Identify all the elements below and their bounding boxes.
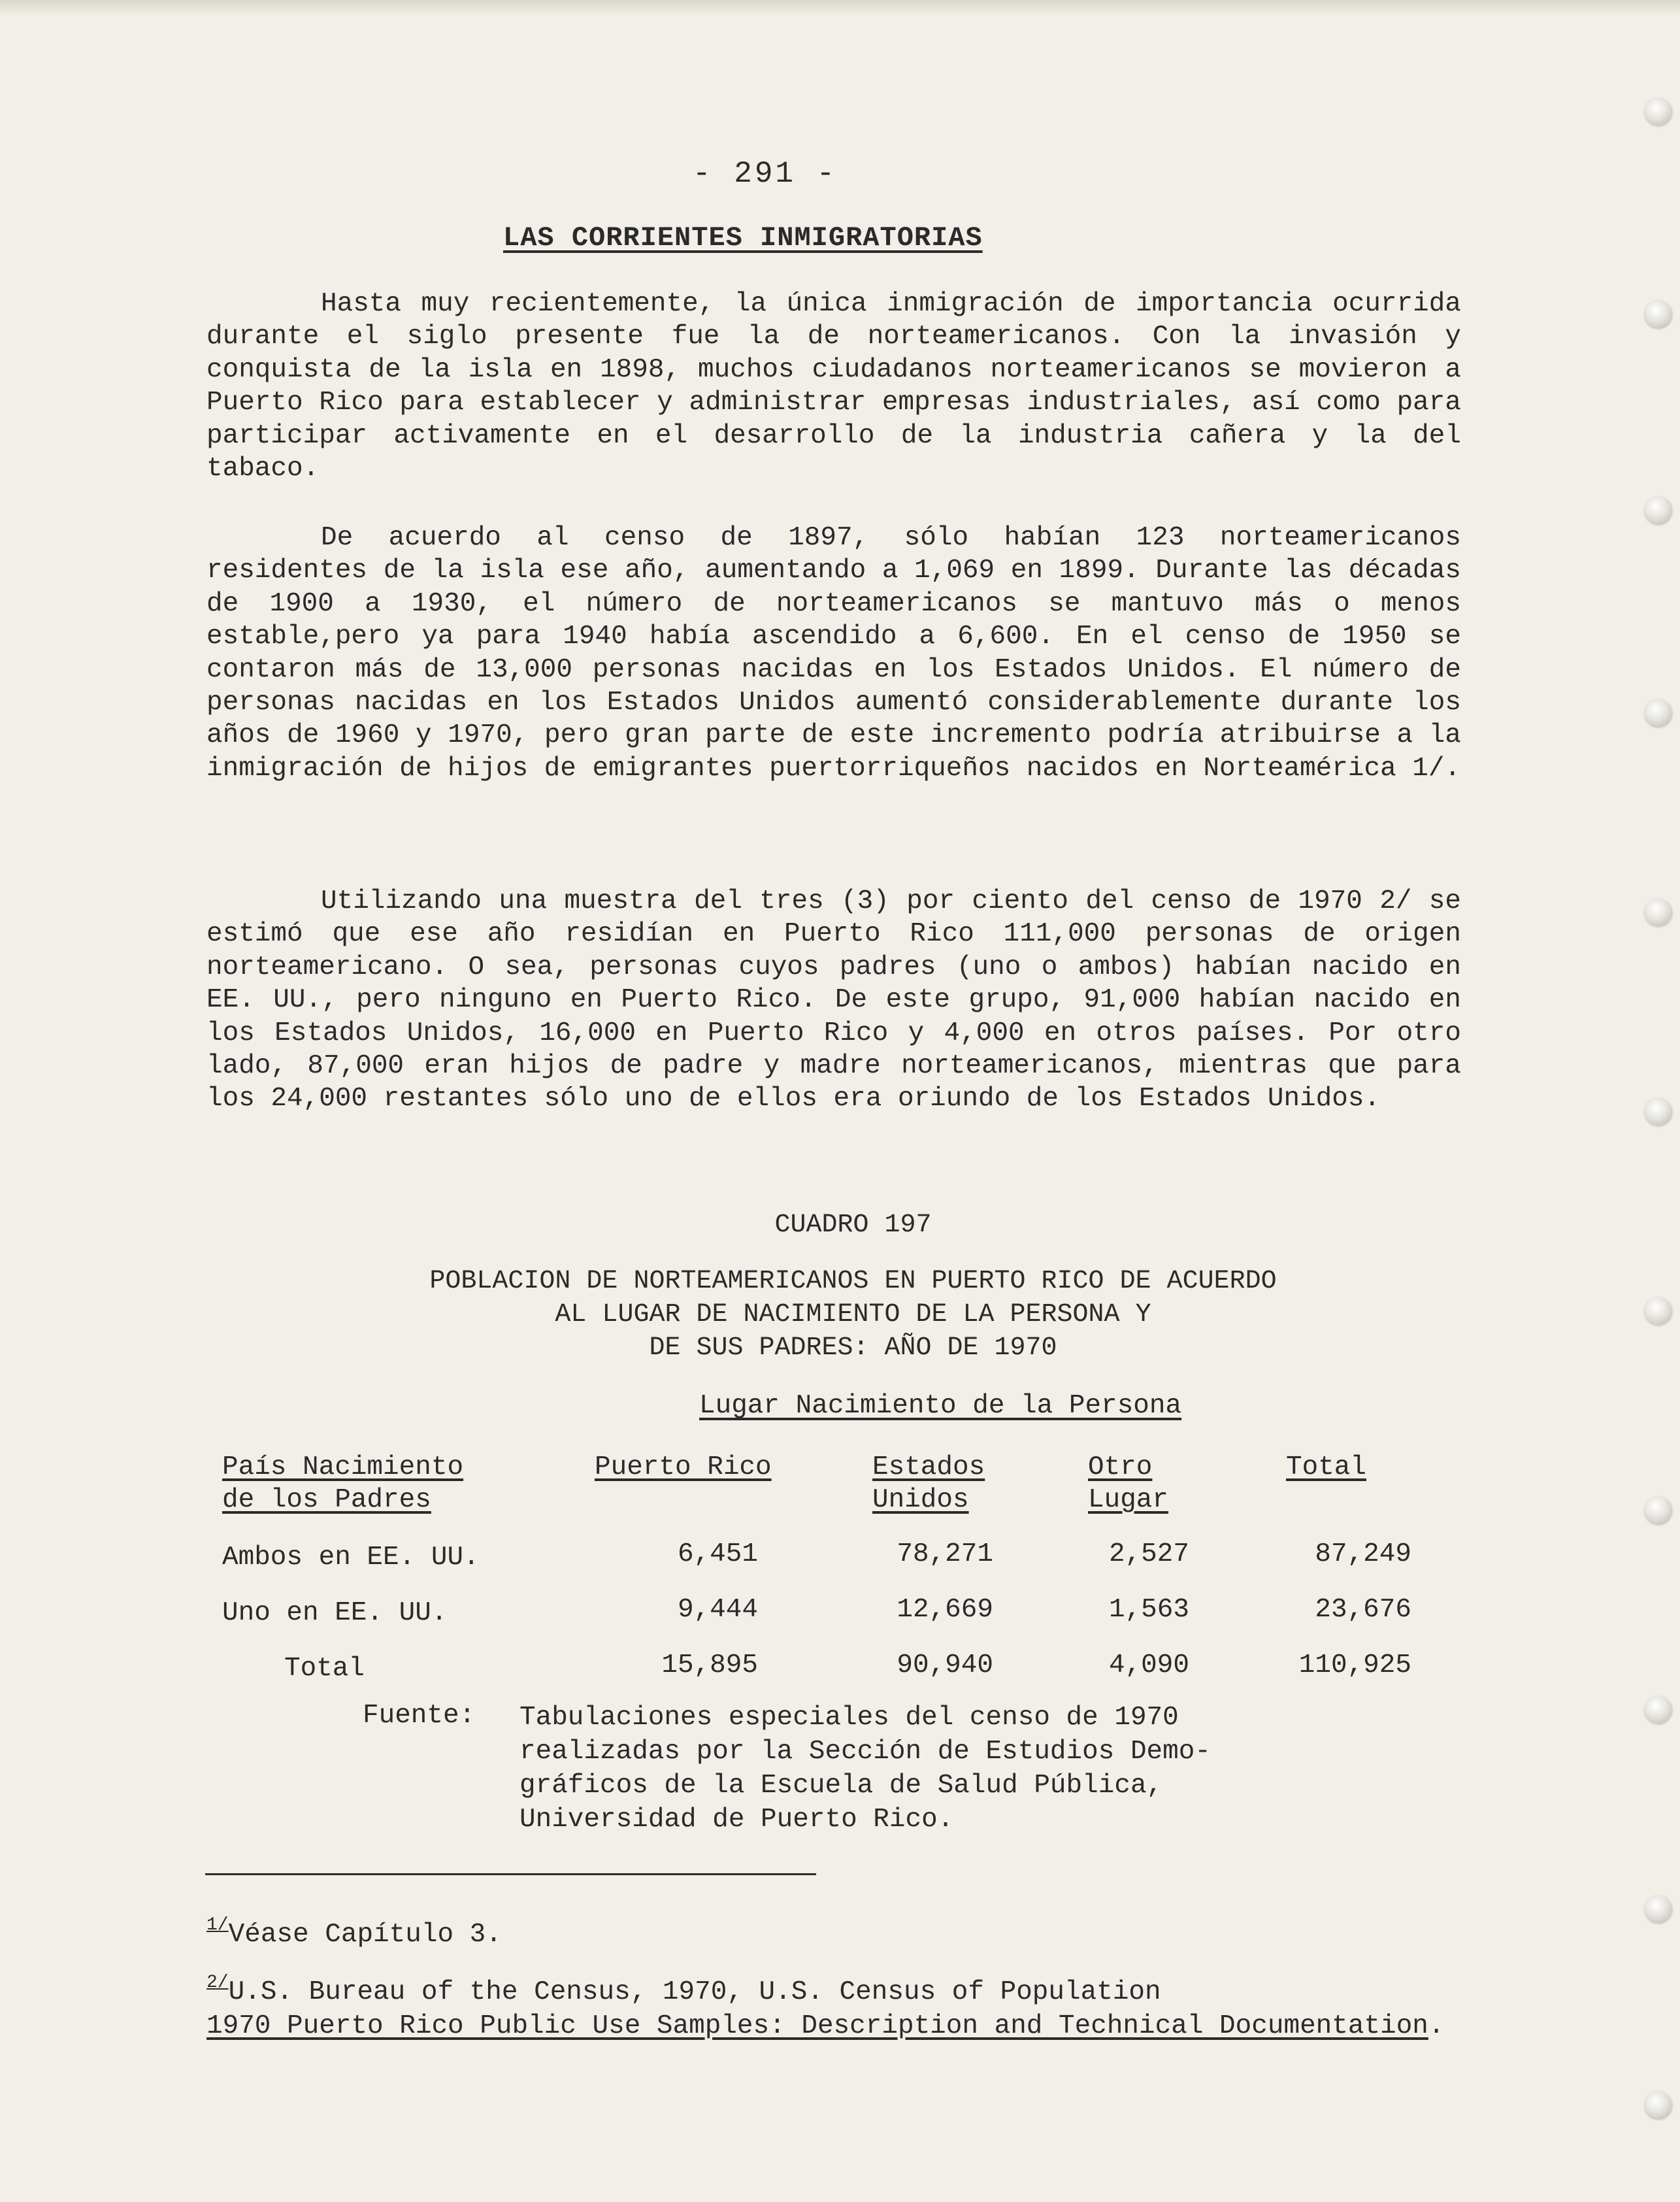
footnote-1 [206, 1909, 1487, 1952]
binder-hole [1645, 699, 1672, 727]
col-header-otro-lugar [1088, 1451, 1168, 1516]
table-cell: 1,563 [1108, 1595, 1189, 1625]
binder-hole [1645, 1696, 1672, 1724]
binder-hole [1645, 2092, 1672, 2119]
source-line: realizadas por la Sección de Estudios Demo- [519, 1737, 1211, 1767]
paragraph: De acuerdo al censo de 1897, sólo habían 123 norteamericanos residentes de la isla ese año, aumentando a 1,069 en 1899. Durante las décadas de 1900 a 1930, el número de norteamericanos se mantuvo más o menos estable,pero ya para 1940 había ascendido a 6,600. En el censo de 1950 se contaron más de 13,000 personas nacidas en los Estados Unidos. El número de personas nacidas en los Estados Unidos aumentó considerablemente durante los años de 1960 y 1970, pero gran parte de este incremento podría atribuirse a la inmigración de hijos de emigrantes puertorriqueños nacidos en Norteamérica 1/. [206, 523, 1461, 784]
table-cell: 87,249 [1315, 1539, 1411, 1569]
col-header-line: Puerto Rico [595, 1452, 772, 1482]
table-title-line: AL LUGAR DE NACIMIENTO DE LA PERSONA Y [555, 1300, 1151, 1329]
col-header-total [1286, 1451, 1366, 1484]
binder-hole [1645, 1497, 1672, 1524]
table-cell: 6,451 [677, 1539, 758, 1569]
paragraph: Utilizando una muestra del tres (3) por ciento del censo de 1970 2/ se estimó que ese año residían en Puerto Rico 111,000 personas de origen norteamericano. O sea, personas cuyos padres (uno o ambos) habían nacido en EE. UU., pero ninguno en Puerto Rico. De este grupo, 91,000 habían nacido en los Estados Unidos, 16,000 en Puerto Rico y 4,000 en otros países. Por otro lado, 87,000 eran hijos de padre y madre norteamericanos, mientras que para los 24,000 restantes sólo uno de ellos era oriundo de los Estados Unidos. [206, 886, 1461, 1114]
col-header-puerto-rico [595, 1451, 772, 1484]
table-cell: 78,271 [897, 1539, 993, 1569]
table-cell: 9,444 [677, 1595, 758, 1625]
source-line: gráficos de la Escuela de Salud Pública, [519, 1771, 1163, 1801]
binder-hole [1645, 899, 1672, 926]
table-title [13, 1265, 1680, 1365]
footnote-divider [205, 1873, 816, 1875]
footnote-2 [206, 1966, 1487, 2043]
col-header-line: Otro [1088, 1452, 1153, 1482]
table-cell: 90,940 [897, 1650, 993, 1680]
binder-hole [1645, 1098, 1672, 1126]
row-header-line: País Nacimiento [222, 1452, 464, 1482]
table-cell: 15,895 [661, 1650, 758, 1680]
footnote-mark: 1/ [206, 1915, 229, 1935]
source-line: Tabulaciones especiales del censo de 1970 [519, 1703, 1179, 1733]
footnote-end: . [1428, 2011, 1445, 2041]
binder-hole [1645, 1895, 1672, 1923]
col-header-line: Total [1286, 1452, 1367, 1482]
table-cell: 2,527 [1108, 1539, 1189, 1569]
table-cell: 4,090 [1108, 1650, 1189, 1680]
page-top-edge [0, 0, 1680, 16]
table-number: CUADRO 197 [774, 1210, 932, 1240]
footnote-title: 1970 Puerto Rico Public Use Samples: Description and Technical Documentation [206, 2011, 1428, 2041]
table-row-label: Uno en EE. UU. [222, 1598, 448, 1628]
page-number: - 291 - [693, 157, 838, 191]
source-text [519, 1701, 1500, 1837]
row-header [222, 1451, 463, 1516]
table-cell: 12,669 [897, 1595, 993, 1625]
binder-hole [1645, 301, 1672, 328]
binder-hole [1645, 497, 1672, 524]
binder-hole [1645, 98, 1672, 125]
footnote-mark: 2/ [206, 1973, 229, 1993]
column-group-header: Lugar Nacimiento de la Persona [699, 1391, 1182, 1421]
footnote-text: U.S. Bureau of the Census, 1970, U.S. Census of Population [228, 1977, 1161, 2007]
table-row-label: Total [284, 1654, 365, 1684]
table-title-line: POBLACION DE NORTEAMERICANOS EN PUERTO RICO DE ACUERDO [429, 1267, 1277, 1296]
table-title-line: DE SUS PADRES: AÑO DE 1970 [649, 1333, 1057, 1363]
table-row-label: Ambos en EE. UU. [222, 1543, 480, 1573]
row-header-line: de los Padres [222, 1485, 431, 1515]
col-header-line: Estados [872, 1452, 985, 1482]
col-header-estados-unidos [872, 1451, 985, 1516]
table-cell: 110,925 [1298, 1650, 1411, 1680]
paragraph: Hasta muy recientemente, la única inmigración de importancia ocurrida durante el siglo presente fue la de norteamericanos. Con la invasión y conquista de la isla en 1898, muchos ciudadanos norteamericanos se movieron a Puerto Rico para establecer y administrar empresas industriales, así como para participar activamente en el desarrollo de la industria cañera y la del tabaco. [206, 289, 1461, 484]
footnote-text: Véase Capítulo 3. [228, 1920, 502, 1950]
source-line: Universidad de Puerto Rico. [519, 1805, 954, 1835]
section-title: LAS CORRIENTES INMIGRATORIAS [503, 222, 983, 254]
table-cell: 23,676 [1315, 1595, 1411, 1625]
col-header-line: Unidos [872, 1485, 969, 1515]
col-header-line: Lugar [1088, 1485, 1169, 1515]
source-label: Fuente: [363, 1701, 476, 1731]
